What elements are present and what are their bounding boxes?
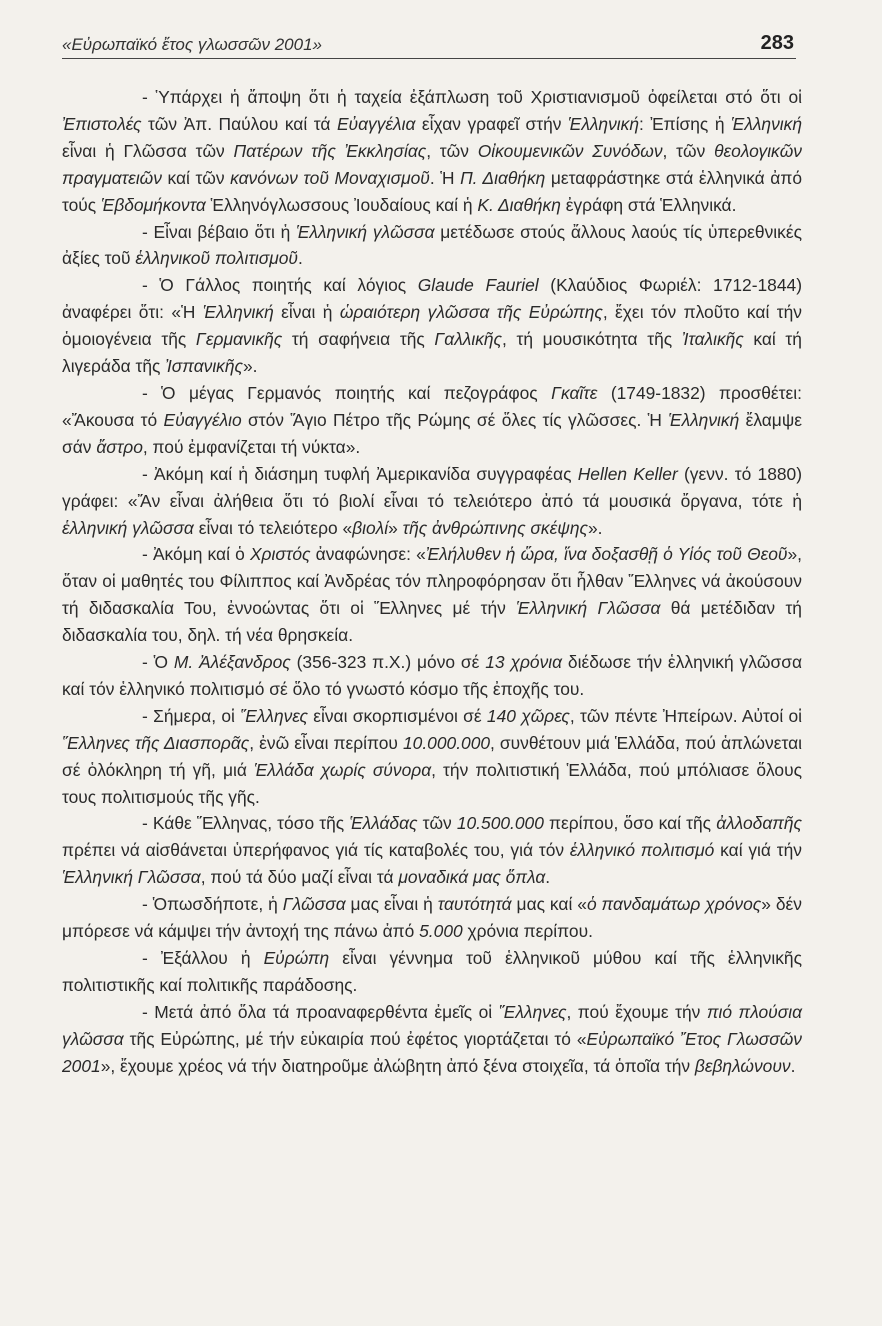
text-run: - Ὁ μέγας Γερμανός ποιητής καί πεζογράφος <box>142 382 552 403</box>
italic-run: ὁ πανδαμάτωρ χρόνος <box>586 894 762 915</box>
text-run: εἶχαν γραφεῖ στήν <box>415 113 569 134</box>
italic-run: Ἰταλικῆς <box>681 329 744 350</box>
paragraph <box>62 810 802 891</box>
text-run: » δέν μπόρεσε νά κάμψει τήν ἀντοχή της πάνω ἀπό <box>62 894 803 942</box>
italic-run: ἑλληνική γλῶσσα <box>62 517 194 538</box>
italic-run: Οἰκουμενικῶν Συνόδων <box>477 140 663 161</box>
text-run: - Μετά ἀπό ὅλα τά προαναφερθέντα ἐμεῖς οἱ <box>142 1001 499 1022</box>
running-title: «Εὐρωπαϊκό ἔτος γλωσσῶν 2001» <box>62 35 322 54</box>
italic-run: βιολί <box>352 517 389 538</box>
paragraph <box>62 703 802 811</box>
italic-run: Ἑλληνική <box>202 302 274 323</box>
italic-run: Ἐλήλυθεν ἡ ὥρα, ἵνα δοξασθῇ ὁ Υἱός τοῦ Θεοῦ <box>425 544 788 565</box>
text-run: τῶν <box>417 813 457 834</box>
paragraph <box>62 272 802 380</box>
italic-run: Ἕλληνες <box>240 705 308 726</box>
italic-run: Εὐαγγέλια <box>336 113 416 134</box>
text-run: ». <box>587 517 603 538</box>
italic-run: Γλῶσσα <box>282 894 346 915</box>
italic-run: Hellen Keller <box>577 463 678 484</box>
text-run: », ἔχουμε χρέος νά τήν διατηροῦμε ἀλώβητη ἀπό ξένα στοιχεῖα, τά ὁποῖα τήν <box>100 1055 695 1076</box>
text-run: - Ὑπάρχει ἡ ἄποψη ὅτι ἡ ταχεία ἐξάπλωση τοῦ Χριστιανισμοῦ ὀφείλεται στό ὅτι οἱ <box>142 87 802 107</box>
text-run: - Κάθε Ἕλληνας, τόσο τῆς <box>142 813 350 834</box>
italic-run: πιό πλούσια γλῶσσα <box>62 1001 803 1049</box>
text-run: (356-323 π.Χ.) μόνο σέ <box>290 652 486 673</box>
italic-run: Ἐπιστολές <box>62 113 142 134</box>
italic-run: Ἑλληνική <box>568 113 639 134</box>
italic-run: 10.000.000 <box>403 732 491 753</box>
italic-run: Μ. Ἀλέξανδρος <box>173 652 291 673</box>
italic-run: Ἕλληνες <box>498 1001 567 1022</box>
italic-run: θεολογικῶν πραγματειῶν <box>62 140 802 188</box>
text-run: ἔλαμψε σάν <box>62 409 802 457</box>
paragraph <box>62 380 802 461</box>
italic-run: βεβηλώνουν <box>694 1055 791 1076</box>
text-run: εἶναι τό τελειότερο « <box>193 517 353 538</box>
text-run: , ἔχει τόν πλοῦτο καί τήν ὁμοιογένεια τῆς <box>62 302 802 350</box>
text-run: (Κλαύδιος Φωριέλ: 1712-1844) ἀναφέρει ὅτι: «Ἡ <box>62 275 802 323</box>
text-run: » <box>388 517 403 538</box>
text-run: : Ἐπίσης ἡ <box>639 113 732 134</box>
page-header <box>62 28 796 59</box>
text-run: θά μετέδιδαν τή διδασκαλία του, δηλ. τή νέα θρησκεία. <box>62 598 802 646</box>
italic-run: Γκαῖτε <box>551 382 598 403</box>
text-run: ἀναφώνησε: « <box>310 544 426 565</box>
text-run: μεταφράστηκε στά ἑλληνικά ἀπό τούς <box>62 167 803 215</box>
text-run: τή σαφήνεια τῆς <box>282 329 435 350</box>
text-run: , ἐνῶ εἶναι περίπου <box>249 732 403 753</box>
text-run: τῆς Εὐρώπης, μέ τήν εὐκαιρία πού ἐφέτος γιορτάζεται τό « <box>123 1028 587 1049</box>
italic-run: Γαλλικῆς <box>434 329 503 350</box>
italic-run: Ἑλληνική <box>731 113 802 134</box>
text-run: - Ὁπωσδήποτε, ἡ <box>142 894 283 915</box>
text-run: τῶν Ἀπ. Παύλου καί τά <box>141 113 337 134</box>
text-run: , συνθέτουν μιά Ἑλλάδα, πού ἁπλώνεται σέ ὁλόκληρη τή γῆ, μιά <box>62 732 802 780</box>
italic-run: Ἑλλάδα χωρίς σύνορα <box>253 759 432 780</box>
text-run: , τῶν <box>426 140 478 161</box>
text-run: πρέπει νά αἰσθάνεται ὑπερήφανος γιά τίς καταβολές του, γιά τόν <box>62 840 570 861</box>
text-run: ἐγράφη στά Ἑλληνικά. <box>560 194 737 215</box>
italic-run: Εὐρώπη <box>263 948 330 968</box>
italic-run: τῆς ἀνθρώπινης σκέψης <box>402 517 588 538</box>
italic-run: Ἑλλάδας <box>349 813 418 834</box>
paragraph <box>62 541 802 649</box>
paragraph <box>62 649 802 703</box>
italic-run: Κ. Διαθήκη <box>477 194 561 215</box>
italic-run: Ἑβδομήκοντα <box>101 194 206 215</box>
text-run: Ἑλληνόγλωσσους Ἰουδαίους καί ἡ <box>205 194 478 215</box>
italic-run: Ἕλληνες τῆς Διασπορᾶς <box>62 732 250 753</box>
paragraph <box>62 84 802 219</box>
text-run: - Ἀκόμη καί ὁ <box>142 544 250 565</box>
text-run: - Σήμερα, οἱ <box>142 705 241 726</box>
italic-run: Γερμανικῆς <box>195 329 283 350</box>
text-run: , τή μουσικότητα τῆς <box>502 329 682 350</box>
italic-run: Ἑλληνική Γλῶσσα <box>516 598 661 619</box>
text-run: ». <box>243 356 258 377</box>
italic-run: ὡραιότερη γλῶσσα τῆς Εὐρώπης <box>339 302 603 323</box>
italic-run: 5.000 <box>419 921 463 942</box>
italic-run: 140 χῶρες <box>486 705 570 726</box>
italic-run: Ἑλληνική γλῶσσα <box>296 221 435 242</box>
italic-run: Glaude Fauriel <box>417 275 539 296</box>
text-run: , τῶν <box>662 140 715 161</box>
text-run: (γενν. τό 1880) γράφει: «Ἄν εἶναι ἀλήθεια ὅτι τό βιολί εἶναι τό τελειότερο ἀπό τά μουσικά ὄργανα, τότε ἡ <box>62 463 803 511</box>
text-run: . <box>545 867 551 888</box>
text-run: εἶναι σκορπισμένοι σέ <box>307 705 487 726</box>
text-run: , πού ἐμφανίζεται τή νύκτα». <box>142 436 361 457</box>
italic-run: Π. Διαθήκη <box>460 167 546 188</box>
text-run: καί τῶν <box>161 167 231 188</box>
italic-run: κανόνων τοῦ Μοναχισμοῦ <box>230 167 430 188</box>
text-run: , τῶν πέντε Ἠπείρων. Αὐτοί οἱ <box>569 705 802 726</box>
italic-run: ἑλληνικό πολιτισμό <box>569 840 715 861</box>
page-number: 283 <box>760 32 794 54</box>
text-run: καί τή λιγεράδα τῆς <box>62 329 802 377</box>
italic-run: Χριστός <box>249 544 311 565</box>
italic-run: Εὐρωπαϊκό Ἔτος Γλωσσῶν 2001 <box>62 1028 803 1076</box>
text-run: - Ὁ Γάλλος ποιητής καί λόγιος <box>142 275 418 296</box>
text-run: . <box>790 1055 796 1076</box>
paragraph <box>62 945 802 999</box>
paragraph <box>62 219 802 273</box>
text-run: (1749-1832) προσθέτει: «Ἄκουσα τό <box>62 382 803 430</box>
text-run: , τήν πολιτιστική Ἑλλάδα, πού μπόλιασε ὅλους τους πολιτισμούς τῆς γῆς. <box>62 759 802 807</box>
italic-run: 13 χρόνια <box>485 652 563 673</box>
italic-run: Ἰσπανικῆς <box>165 356 243 377</box>
text-run: περίπου, ὅσο καί τῆς <box>543 813 717 834</box>
text-run: διέδωσε τήν ἑλληνική γλῶσσα καί τόν ἑλληνικό πολιτισμό σέ ὅλο τό γνωστό κόσμο τῆς ἐποχῆς του. <box>62 652 803 699</box>
text-run: , πού τά δύο μαζί εἶναι τά <box>200 867 399 888</box>
text-run: μετέδωσε στούς ἄλλους λαούς τίς ὑπερεθνικές ἀξίες τοῦ <box>62 221 802 269</box>
italic-run: μοναδικά μας ὅπλα <box>398 867 546 888</box>
italic-run: ἀλλοδαπῆς <box>716 813 802 834</box>
italic-run: Ἑλληνική Γλῶσσα <box>62 867 201 888</box>
text-run: - Ἀκόμη καί ἡ διάσημη τυφλή Ἀμερικανίδα συγγραφέας <box>142 463 578 484</box>
italic-run: 10.500.000 <box>456 813 544 834</box>
text-run: μας εἶναι ἡ <box>345 894 438 915</box>
text-run: καί γιά τήν <box>714 840 803 861</box>
italic-run: Εὐαγγέλιο <box>163 409 242 430</box>
paragraph <box>62 999 802 1080</box>
text-run: , πού ἔχουμε τήν <box>566 1001 707 1022</box>
text-run: εἶναι ἡ Γλῶσσα τῶν <box>62 140 234 161</box>
paragraph <box>62 461 802 542</box>
text-run: », ὅταν οἱ μαθητές του Φίλιππος καί Ἀνδρέας τόν πληροφόρησαν ὅτι ἦλθαν Ἕλληνες νά ἀκούσουν τή διδασκαλία Του, ἐννοώντας ὅτι οἱ Ἕλληνες μέ τήν <box>62 544 802 619</box>
text-run: εἶναι ἡ <box>273 302 340 323</box>
italic-run: ἑλληνικοῦ πολιτισμοῦ <box>135 248 298 269</box>
text-run: - Ὁ <box>142 652 174 673</box>
italic-run: Πατέρων τῆς Ἐκκλησίας <box>233 140 427 161</box>
italic-run: ἄστρο <box>96 436 143 457</box>
text-run: . Ἡ <box>429 167 461 188</box>
text-run: - Ἐξάλλου ἡ <box>142 948 264 968</box>
text-run: μας καί « <box>511 894 587 915</box>
text-run: χρόνια περίπου. <box>462 921 593 942</box>
italic-run: Ἑλληνική <box>668 409 740 430</box>
body-text <box>62 84 802 1080</box>
text-run: - Εἶναι βέβαιο ὅτι ἡ <box>142 221 297 242</box>
italic-run: ταυτότητά <box>437 894 512 915</box>
paragraph <box>62 891 802 945</box>
text-run: . <box>297 248 303 269</box>
text-run: στόν Ἅγιο Πέτρο τῆς Ρώμης σέ ὅλες τίς γλῶσσες. Ἡ <box>241 409 669 430</box>
text-run: εἶναι γέννημα τοῦ ἑλληνικοῦ μύθου καί τῆς ἑλληνικῆς πολιτιστικῆς καί πολιτικῆς παράδοσης. <box>62 948 802 995</box>
